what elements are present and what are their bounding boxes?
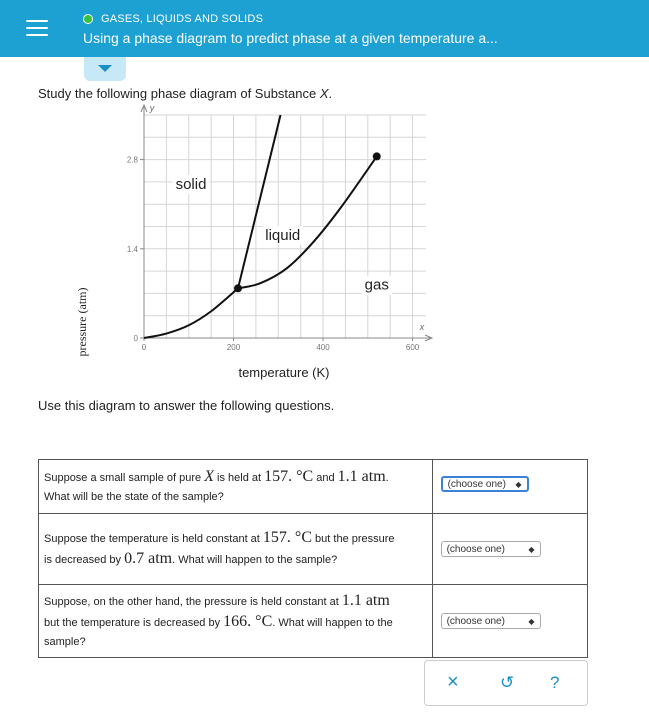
top-bar [0, 0, 649, 57]
y-tick-label: 0 [133, 334, 138, 343]
menu-icon[interactable] [26, 20, 48, 38]
x-tick-label: 600 [405, 343, 420, 352]
answer-select-3[interactable]: (choose one) ◆ [441, 613, 541, 629]
undo-button[interactable]: ↺ [500, 673, 515, 692]
updown-icon: ◆ [515, 479, 522, 489]
answer-cell [432, 514, 587, 585]
clear-button[interactable]: × [447, 671, 459, 693]
region-label-gas: gas [364, 276, 389, 294]
question-row [39, 585, 588, 658]
help-button[interactable]: ? [550, 673, 560, 692]
updown-icon: ◆ [528, 616, 535, 626]
boundary-curve-2 [238, 115, 281, 288]
y-tick-label: 2.8 [126, 155, 138, 165]
intro-text: Study the following phase diagram of Substance X. [38, 86, 333, 101]
question-text: Suppose a small sample of pure X is held at 157. °C and 1.1 atm. What will be the state of the sample? [39, 460, 433, 514]
marker-point-1 [234, 284, 242, 292]
questions-table [38, 459, 588, 658]
status-dot-icon [83, 14, 93, 24]
topic-label: GASES, LIQUIDS AND SOLIDS [101, 13, 264, 25]
x-axis-label: temperature (K) [238, 365, 330, 380]
y-tick-label: 1.4 [126, 244, 138, 254]
x-tick-label: 200 [226, 343, 241, 352]
caret-down-icon [98, 65, 112, 72]
phase-diagram [0, 90, 649, 390]
boundary-curve-1 [144, 288, 238, 338]
region-label-liquid: liquid [265, 227, 301, 245]
answer-cell [432, 585, 587, 658]
region-labels [173, 175, 392, 295]
question-row [39, 514, 588, 585]
y-axis-symbol: y [149, 103, 155, 113]
boundary-curve-3 [238, 156, 377, 288]
question-text: Suppose, on the other hand, the pressure is held constant at 1.1 atm but the temperature is decreased by 166. °C. What will happen to the sample? [39, 585, 433, 658]
axes [141, 103, 432, 341]
region-label-solid: solid [175, 176, 207, 194]
answer-cell [432, 460, 587, 514]
answer-select-1[interactable]: (choose one) ◆ [441, 476, 529, 492]
y-axis-label: pressure (atm) [75, 287, 89, 357]
question-row [39, 460, 588, 514]
x-axis-symbol: x [419, 322, 425, 332]
page-title: Using a phase diagram to predict phase at a given temperature a... [83, 30, 498, 46]
x-tick-label: 400 [316, 343, 330, 352]
updown-icon: ◆ [528, 544, 535, 554]
x-tick-label: 0 [141, 343, 147, 352]
topic-row [83, 12, 263, 26]
substance-symbol: X [319, 86, 329, 101]
question-text: Suppose the temperature is held constant at 157. °C but the pressure is decreased by 0.7 atm. What will happen to the sample? [39, 514, 433, 585]
instructions-text: Use this diagram to answer the following questions. [38, 398, 335, 413]
answer-select-2[interactable]: (choose one) ◆ [441, 541, 541, 557]
tick-labels [127, 156, 420, 352]
collapse-toggle[interactable] [84, 57, 126, 81]
answer-toolbar [424, 660, 588, 706]
marker-point-2 [373, 152, 381, 160]
